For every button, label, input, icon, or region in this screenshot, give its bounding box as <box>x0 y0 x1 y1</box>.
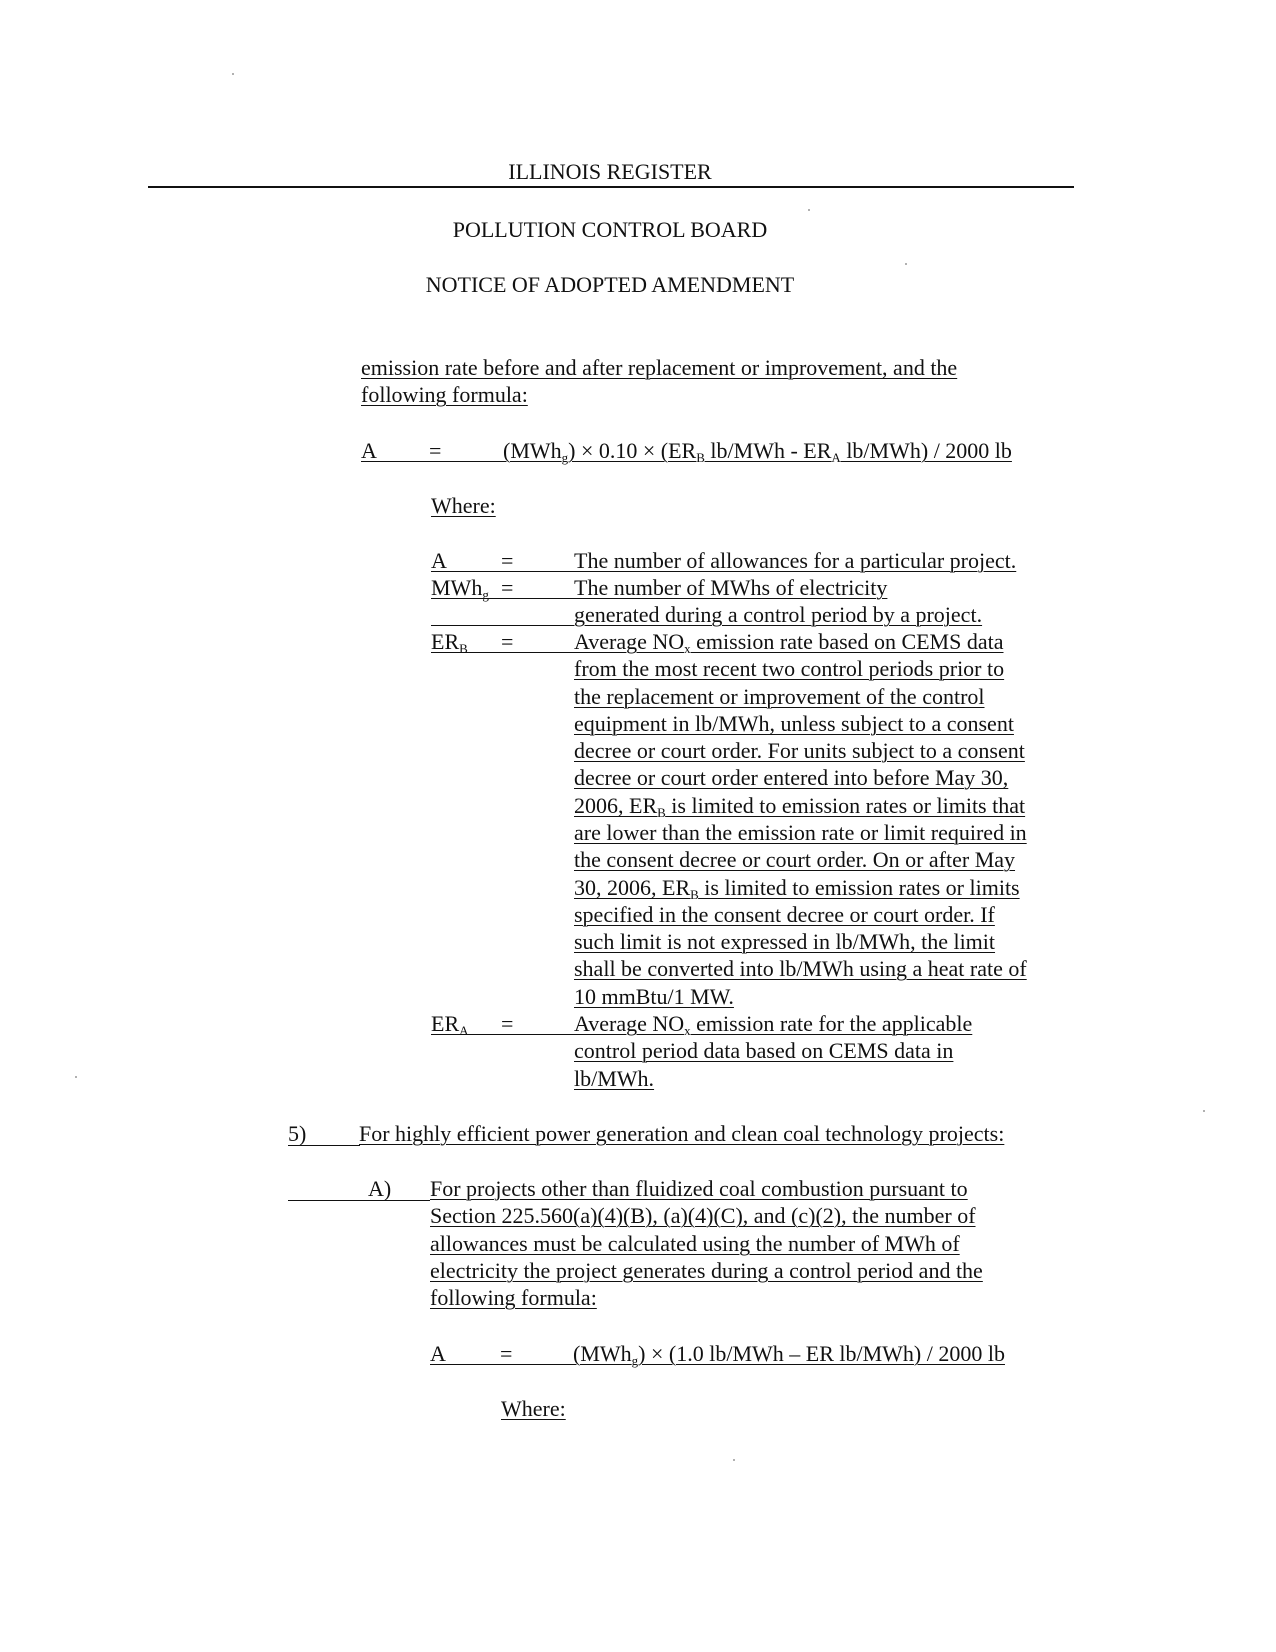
def-erb-line: equipment in lb/MWh, unless subject to a consent <box>574 711 1014 736</box>
formula1-eq: = <box>429 438 442 463</box>
itemA-line: Section 225.560(a)(4)(B), (a)(4)(C), and (c)(2), the number of <box>430 1203 976 1228</box>
def-a-term: A <box>431 548 447 573</box>
def-erb-line: 2006, $ER_B$ is limited to emission rates or limits that <box>574 793 1026 820</box>
def-era-eq: = <box>501 1011 514 1036</box>
def-era-term: $ER_A$ <box>431 1011 469 1038</box>
itemA-line: electricity the project generates during a control period and the <box>430 1258 983 1283</box>
def-erb-line-1: Average $NO_x$ emission rate based on CEMS data <box>574 629 1004 656</box>
def-a-eq: = <box>501 548 514 573</box>
scan-speck <box>232 73 234 75</box>
def-erb-line: the replacement or improvement of the control <box>574 684 985 709</box>
def-a-text: The number of allowances for a particular project. <box>574 548 1017 573</box>
def-erb-line: 30, 2006, $ER_B$ is limited to emission rates or limits <box>574 875 1020 902</box>
register-title: ILLINOIS REGISTER <box>508 159 712 184</box>
def-erb-line: such limit is not expressed in lb/MWh, the limit <box>574 929 996 954</box>
def-mwh-eq: = <box>501 575 514 600</box>
def-erb-line: 10 mmBtu/1 MW. <box>574 984 734 1009</box>
scan-speck <box>733 1459 735 1461</box>
itemA-leader <box>288 1200 430 1201</box>
scan-speck <box>75 1076 77 1078</box>
def-mwh-leader-2 <box>431 625 574 626</box>
def-erb-term: $ER_B$ <box>431 629 468 656</box>
def-erb-line: decree or court order entered into before May 30, <box>574 765 1009 790</box>
itemA-number: A) <box>368 1176 392 1201</box>
formula1-lhs: A <box>361 438 377 463</box>
scan-speck <box>1203 1110 1205 1112</box>
item5-number: 5) <box>288 1121 307 1146</box>
intro-line-2: following formula: <box>361 382 528 407</box>
def-erb-line: shall be converted into lb/MWh using a heat rate of <box>574 956 1027 981</box>
def-erb-line: specified in the consent decree or court order. If <box>574 902 995 927</box>
itemA-line: allowances must be calculated using the number of MWh of <box>430 1231 960 1256</box>
where-label-1: Where: <box>431 493 496 518</box>
formula2-rhs: (MWh$_g$) × (1.0 lb/MWh – ER lb/MWh) / 2000 lb <box>573 1341 1005 1368</box>
def-mwh-line-1: The number of MWhs of electricity <box>574 575 888 600</box>
def-erb-eq: = <box>501 629 514 654</box>
scan-speck <box>905 263 907 265</box>
where-label-2: Where: <box>501 1396 566 1421</box>
header-rule <box>148 186 1074 188</box>
scan-speck <box>808 209 810 211</box>
def-mwh-term: MWh$_g$ <box>431 575 489 602</box>
intro-line-1: emission rate before and after replacement or improvement, and the <box>361 355 958 380</box>
formula1-rhs: $(MWh_g) \times 0.10 \times (ER_B$ $lb/MWh - ER_A$ lb/MWh) / 2000 lb <box>503 438 1012 465</box>
def-era-line: lb/MWh. <box>574 1066 655 1091</box>
itemA-line: For projects other than fluidized coal combustion pursuant to <box>430 1176 968 1201</box>
def-erb-line: from the most recent two control periods prior to <box>574 656 1005 681</box>
itemA-line: following formula: <box>430 1285 597 1310</box>
def-mwh-line-2: generated during a control period by a project. <box>574 602 983 627</box>
def-erb-line: decree or court order. For units subject to a consent <box>574 738 1025 763</box>
def-erb-line: the consent decree or court order. On or after May <box>574 847 1016 872</box>
formula2-lhs: A <box>430 1341 446 1366</box>
def-erb-line: are lower than the emission rate or limit required in <box>574 820 1027 845</box>
board-name: POLLUTION CONTROL BOARD <box>452 217 768 242</box>
def-era-line-1: Average $NO_x$ emission rate for the applicable <box>574 1011 973 1038</box>
item5-text: For highly efficient power generation and clean coal technology projects: <box>359 1121 1005 1146</box>
def-era-line: control period data based on CEMS data in <box>574 1038 954 1063</box>
formula2-eq: = <box>500 1341 513 1366</box>
notice-title: NOTICE OF ADOPTED AMENDMENT <box>425 272 795 297</box>
